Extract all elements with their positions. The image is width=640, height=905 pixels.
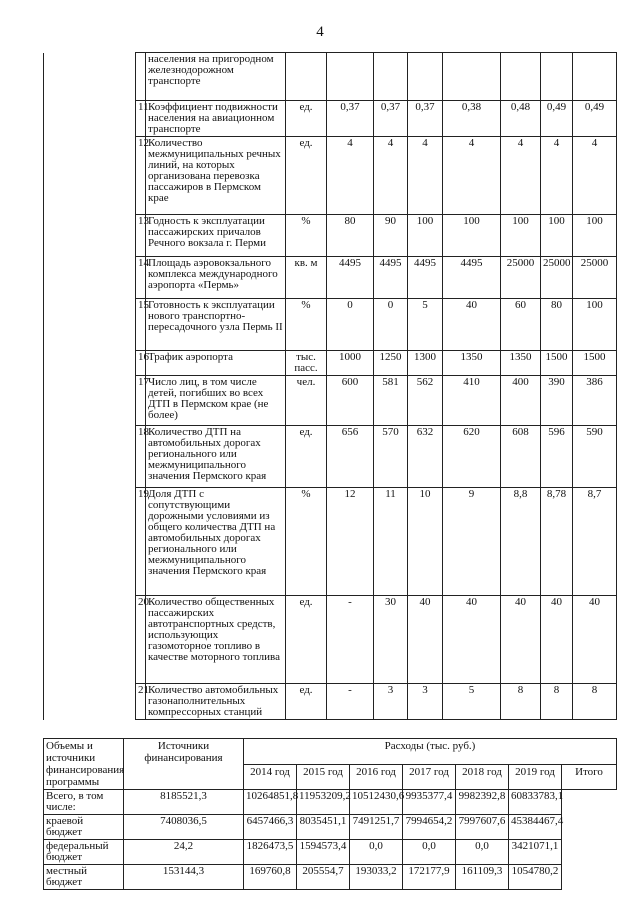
left-blank-cell [44, 351, 136, 376]
indicator-value: 8,8 [501, 488, 541, 596]
financing-value: 0,0 [403, 840, 456, 865]
financing-table [43, 738, 617, 890]
year-header: 2016 год [350, 764, 403, 790]
indicator-unit: кв. м [286, 257, 327, 299]
indicator-name: Годность к эксплуатации пассажирских причалов Речного вокзала г. Перми [146, 215, 286, 257]
year-header: 2017 год [403, 764, 456, 790]
indicator-value [408, 53, 443, 101]
financing-value: 1054780,2 [509, 865, 562, 890]
indicator-value [541, 53, 573, 101]
financing-value: 9982392,8 [456, 790, 509, 815]
indicator-row [44, 137, 617, 215]
indicator-value: 25000 [501, 257, 541, 299]
indicator-value: 1500 [573, 351, 617, 376]
financing-value: 205554,7 [297, 865, 350, 890]
indicator-row [44, 426, 617, 488]
left-blank-cell [44, 101, 136, 137]
indicator-unit: % [286, 488, 327, 596]
indicator-value [374, 53, 408, 101]
indicator-unit: ед. [286, 101, 327, 137]
indicator-value: 100 [443, 215, 501, 257]
indicator-unit: тыс. пасс. [286, 351, 327, 376]
indicator-value: 8,78 [541, 488, 573, 596]
indicator-value: 0,49 [573, 101, 617, 137]
indicator-value: 4 [501, 137, 541, 215]
indicator-value: 25000 [541, 257, 573, 299]
financing-value: 153144,3 [124, 865, 244, 890]
indicator-value: 40 [443, 596, 501, 684]
indicator-value: 0,37 [408, 101, 443, 137]
indicator-value: 0 [327, 299, 374, 351]
indicator-number: 20 [136, 596, 146, 684]
indicator-number: 19 [136, 488, 146, 596]
indicator-value: 25000 [573, 257, 617, 299]
indicators-table [43, 52, 617, 720]
financing-value: 7997607,6 [456, 815, 509, 840]
indicator-value: - [327, 684, 374, 720]
indicator-value: 386 [573, 376, 617, 426]
indicator-row [44, 596, 617, 684]
year-header: 2014 год [244, 764, 297, 790]
financing-value: 11953209,2 [297, 790, 350, 815]
financing-value: 7408036,5 [124, 815, 244, 840]
financing-row [44, 840, 617, 865]
indicator-value: 10 [408, 488, 443, 596]
financing-value: 45384467,4 [509, 815, 562, 840]
indicator-value: 0,38 [443, 101, 501, 137]
indicator-value: 4495 [443, 257, 501, 299]
financing-value: 6457466,3 [244, 815, 297, 840]
financing-value: 10264851,8 [244, 790, 297, 815]
financing-value: 3421071,1 [509, 840, 562, 865]
indicator-row [44, 684, 617, 720]
indicator-row [44, 376, 617, 426]
indicator-value: 8 [573, 684, 617, 720]
indicator-number: 16 [136, 351, 146, 376]
indicator-value: 90 [374, 215, 408, 257]
indicator-value: 3 [408, 684, 443, 720]
indicator-unit: ед. [286, 596, 327, 684]
indicator-name: Число лиц, в том числе детей, погибших во всех ДТП в Пермском крае (не более) [146, 376, 286, 426]
left-blank-cell [44, 53, 136, 101]
financing-value: 10512430,6 [350, 790, 403, 815]
indicator-value: 581 [374, 376, 408, 426]
financing-value: 7994654,2 [403, 815, 456, 840]
sources-header: Источники финансирования [124, 739, 244, 790]
indicator-value: 11 [374, 488, 408, 596]
indicator-unit: ед. [286, 137, 327, 215]
indicator-value: 5 [408, 299, 443, 351]
financing-value: 8185521,3 [124, 790, 244, 815]
indicator-value: 590 [573, 426, 617, 488]
year-header: 2018 год [456, 764, 509, 790]
financing-value: 169760,8 [244, 865, 297, 890]
indicator-value: 100 [541, 215, 573, 257]
indicator-value: 1350 [501, 351, 541, 376]
indicator-number: 21 [136, 684, 146, 720]
indicator-value: 632 [408, 426, 443, 488]
indicator-unit [286, 53, 327, 101]
indicator-name: Готовность к эксплуатации нового транспортно-пересадочного узла Пермь II [146, 299, 286, 351]
year-header: 2019 год [509, 764, 562, 790]
indicator-number: 15 [136, 299, 146, 351]
indicator-value: 410 [443, 376, 501, 426]
left-blank-cell [44, 137, 136, 215]
indicator-value [573, 53, 617, 101]
financing-source: краевой бюджет [44, 815, 124, 840]
financing-value: 1594573,4 [297, 840, 350, 865]
indicator-value: 4 [443, 137, 501, 215]
expenses-header: Расходы (тыс. руб.) [244, 739, 617, 765]
indicator-value: - [327, 596, 374, 684]
indicator-value: 0,37 [327, 101, 374, 137]
financing-row [44, 790, 617, 815]
indicator-value: 596 [541, 426, 573, 488]
financing-value: 0,0 [350, 840, 403, 865]
indicator-value: 5 [443, 684, 501, 720]
left-blank-cell [44, 596, 136, 684]
indicator-row [44, 351, 617, 376]
indicator-unit: ед. [286, 684, 327, 720]
indicator-value: 12 [327, 488, 374, 596]
financing-section-label: Объемы и источники финансирования программы [44, 739, 124, 790]
financing-value: 161109,3 [456, 865, 509, 890]
financing-value: 9935377,4 [403, 790, 456, 815]
indicator-row [44, 257, 617, 299]
financing-value: 1826473,5 [244, 840, 297, 865]
left-blank-cell [44, 376, 136, 426]
indicator-value: 4495 [374, 257, 408, 299]
financing-source: федеральный бюджет [44, 840, 124, 865]
financing-value: 24,2 [124, 840, 244, 865]
financing-value: 7491251,7 [350, 815, 403, 840]
indicator-value: 40 [573, 596, 617, 684]
financing-row [44, 865, 617, 890]
indicator-value: 4 [374, 137, 408, 215]
left-blank-cell [44, 215, 136, 257]
indicator-value: 4 [327, 137, 374, 215]
left-blank-cell [44, 426, 136, 488]
indicator-value: 656 [327, 426, 374, 488]
indicator-value: 4495 [408, 257, 443, 299]
indicator-row [44, 53, 617, 101]
indicator-name: Коэффициент подвижности населения на авиационном транспорте [146, 101, 286, 137]
indicator-unit: чел. [286, 376, 327, 426]
indicator-value: 1300 [408, 351, 443, 376]
indicator-value: 0 [374, 299, 408, 351]
financing-value: 60833783,1 [509, 790, 562, 815]
indicator-name: Количество автомобильных газонаполнительных компрессорных станций [146, 684, 286, 720]
indicator-number: 14 [136, 257, 146, 299]
indicator-value: 390 [541, 376, 573, 426]
financing-value: 0,0 [456, 840, 509, 865]
indicator-value: 60 [501, 299, 541, 351]
indicator-value: 9 [443, 488, 501, 596]
page-number: 4 [316, 24, 324, 40]
financing-value: 172177,9 [403, 865, 456, 890]
indicator-value: 100 [501, 215, 541, 257]
indicator-value: 100 [573, 215, 617, 257]
indicator-value: 1500 [541, 351, 573, 376]
indicator-name: Количество межмуниципальных речных линий, на которых организована перевозка пассажиров в Пермском крае [146, 137, 286, 215]
indicator-number: 18 [136, 426, 146, 488]
indicator-value: 40 [443, 299, 501, 351]
indicator-value: 8,7 [573, 488, 617, 596]
indicator-value: 4 [408, 137, 443, 215]
indicator-value: 570 [374, 426, 408, 488]
indicator-name: Доля ДТП с сопутствующими дорожными условиями из общего количества ДТП на автомобильных дорогах регионального или межмуниципального значения Пермского края [146, 488, 286, 596]
indicator-row [44, 488, 617, 596]
indicator-value: 80 [541, 299, 573, 351]
indicator-value: 8 [541, 684, 573, 720]
indicator-name: Количество общественных пассажирских автотранспортных средств, использующих газомоторное топливо в качестве моторного топлива [146, 596, 286, 684]
indicator-row [44, 101, 617, 137]
indicator-unit: % [286, 299, 327, 351]
indicator-value: 562 [408, 376, 443, 426]
left-blank-cell [44, 488, 136, 596]
indicator-value: 4 [573, 137, 617, 215]
indicator-number: 13 [136, 215, 146, 257]
indicator-value: 30 [374, 596, 408, 684]
indicator-value [327, 53, 374, 101]
financing-source: местный бюджет [44, 865, 124, 890]
year-header: Итого [562, 764, 617, 790]
indicator-value: 0,48 [501, 101, 541, 137]
indicator-value: 1350 [443, 351, 501, 376]
indicator-value: 40 [408, 596, 443, 684]
indicator-name: Количество ДТП на автомобильных дорогах регионального или межмуниципального значения Пермского края [146, 426, 286, 488]
indicator-name: Трафик аэропорта [146, 351, 286, 376]
indicator-value: 0,49 [541, 101, 573, 137]
indicator-value: 4 [541, 137, 573, 215]
indicator-value: 80 [327, 215, 374, 257]
indicator-unit: % [286, 215, 327, 257]
indicator-value: 100 [408, 215, 443, 257]
financing-value: 8035451,1 [297, 815, 350, 840]
indicator-row [44, 215, 617, 257]
indicator-unit: ед. [286, 426, 327, 488]
indicator-value: 1000 [327, 351, 374, 376]
indicator-value: 600 [327, 376, 374, 426]
indicator-value: 100 [573, 299, 617, 351]
indicator-number: 11 [136, 101, 146, 137]
indicator-value: 608 [501, 426, 541, 488]
indicator-value: 0,37 [374, 101, 408, 137]
indicator-value: 40 [501, 596, 541, 684]
year-header: 2015 год [297, 764, 350, 790]
indicator-value [501, 53, 541, 101]
indicator-name: Площадь аэровокзального комплекса международного аэропорта «Пермь» [146, 257, 286, 299]
indicator-value: 620 [443, 426, 501, 488]
indicator-row [44, 299, 617, 351]
indicator-value: 400 [501, 376, 541, 426]
indicator-value: 3 [374, 684, 408, 720]
financing-source: Всего, в том числе: [44, 790, 124, 815]
left-blank-cell [44, 299, 136, 351]
indicator-value: 40 [541, 596, 573, 684]
financing-row [44, 815, 617, 840]
indicator-value: 8 [501, 684, 541, 720]
indicator-number: 12 [136, 137, 146, 215]
financing-value: 193033,2 [350, 865, 403, 890]
left-blank-cell [44, 684, 136, 720]
indicator-value: 4495 [327, 257, 374, 299]
indicator-number [136, 53, 146, 101]
left-blank-cell [44, 257, 136, 299]
indicator-name: населения на пригородном железнодорожном транспорте [146, 53, 286, 101]
indicator-value: 1250 [374, 351, 408, 376]
indicator-number: 17 [136, 376, 146, 426]
indicator-value [443, 53, 501, 101]
